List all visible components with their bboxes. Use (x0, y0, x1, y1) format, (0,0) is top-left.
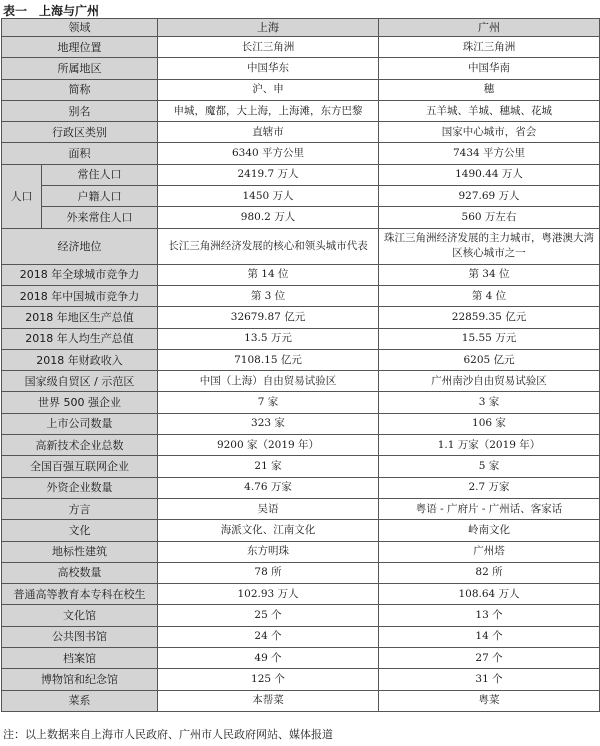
shanghai-value: 海派文化、江南文化 (158, 520, 379, 541)
shanghai-value: 沪、申 (158, 79, 379, 100)
guangzhou-value: 国家中心城市，省会 (379, 122, 600, 143)
guangzhou-value: 14 个 (379, 626, 600, 647)
row-label: 博物馆和纪念馆 (2, 669, 158, 690)
shanghai-value: 第 14 位 (158, 264, 379, 285)
guangzhou-value: 粤语 - 广府片 - 广州话、客家话 (379, 498, 600, 519)
shanghai-value: 7108.15 亿元 (158, 349, 379, 370)
guangzhou-value: 2.7 万家 (379, 477, 600, 498)
guangzhou-value: 560 万左右 (379, 207, 600, 228)
shanghai-value: 4.76 万家 (158, 477, 379, 498)
row-label: 2018 年财政收入 (2, 349, 158, 370)
shanghai-value: 9200 家（2019 年） (158, 435, 379, 456)
guangzhou-value: 7434 平方公里 (379, 143, 600, 164)
row-label: 公共图书馆 (2, 626, 158, 647)
comparison-table (1, 18, 600, 712)
table-body (2, 19, 600, 712)
shanghai-value: 东方明珠 (158, 541, 379, 562)
table-row (2, 264, 600, 285)
row-label: 国家级自贸区 / 示范区 (2, 371, 158, 392)
table-row (2, 435, 600, 456)
row-label: 高新技术企业总数 (2, 435, 158, 456)
table-caption: 表一 上海与广州 (3, 4, 100, 18)
table-row (2, 58, 600, 79)
row-label: 档案馆 (2, 648, 158, 669)
population-sub-label: 常住人口 (42, 164, 158, 185)
shanghai-value: 长江三角洲经济发展的核心和领头城市代表 (158, 228, 379, 264)
table-row (2, 413, 600, 434)
row-label: 地标性建筑 (2, 541, 158, 562)
row-label: 世界 500 强企业 (2, 392, 158, 413)
population-row (2, 207, 600, 228)
shanghai-value: 本帮菜 (158, 690, 379, 711)
shanghai-value: 中国（上海）自由贸易试验区 (158, 371, 379, 392)
guangzhou-value: 15.55 万元 (379, 328, 600, 349)
table-row (2, 520, 600, 541)
guangzhou-value: 106 家 (379, 413, 600, 434)
table-row (2, 605, 600, 626)
row-label: 简称 (2, 79, 158, 100)
guangzhou-value: 927.69 万人 (379, 186, 600, 207)
row-label: 文化馆 (2, 605, 158, 626)
shanghai-value: 中国华东 (158, 58, 379, 79)
footnote: 注：以上数据来自上海市人民政府、广州市人民政府网站、媒体报道 (3, 728, 333, 741)
table-row (2, 541, 600, 562)
table-row (2, 456, 600, 477)
population-sub-label: 外来常住人口 (42, 207, 158, 228)
guangzhou-value: 岭南文化 (379, 520, 600, 541)
population-sub-label: 户籍人口 (42, 186, 158, 207)
shanghai-value: 980.2 万人 (158, 207, 379, 228)
guangzhou-value: 1.1 万家（2019 年） (379, 435, 600, 456)
shanghai-value: 6340 平方公里 (158, 143, 379, 164)
table-row (2, 562, 600, 583)
guangzhou-value: 27 个 (379, 648, 600, 669)
row-label: 高校数量 (2, 562, 158, 583)
guangzhou-value: 22859.35 亿元 (379, 307, 600, 328)
table-row (2, 349, 600, 370)
table-row (2, 371, 600, 392)
header-shanghai: 上海 (158, 19, 379, 37)
row-label: 别名 (2, 100, 158, 121)
shanghai-value: 24 个 (158, 626, 379, 647)
row-label: 全国百强互联网企业 (2, 456, 158, 477)
guangzhou-value: 广州塔 (379, 541, 600, 562)
row-label: 2018 年地区生产总值 (2, 307, 158, 328)
shanghai-value: 21 家 (158, 456, 379, 477)
table-row (2, 307, 600, 328)
row-label: 文化 (2, 520, 158, 541)
header-guangzhou: 广州 (379, 19, 600, 37)
table-row (2, 669, 600, 690)
guangzhou-value: 3 家 (379, 392, 600, 413)
guangzhou-value: 31 个 (379, 669, 600, 690)
guangzhou-value: 6205 亿元 (379, 349, 600, 370)
table-row (2, 122, 600, 143)
guangzhou-value: 珠江三角洲 (379, 37, 600, 58)
row-label: 行政区类别 (2, 122, 158, 143)
row-label: 面积 (2, 143, 158, 164)
guangzhou-value: 中国华南 (379, 58, 600, 79)
table-row (2, 100, 600, 121)
table-row (2, 392, 600, 413)
shanghai-value: 323 家 (158, 413, 379, 434)
table-row (2, 328, 600, 349)
guangzhou-value: 第 34 位 (379, 264, 600, 285)
population-group-label: 人口 (2, 164, 42, 228)
shanghai-value: 25 个 (158, 605, 379, 626)
guangzhou-value: 82 所 (379, 562, 600, 583)
shanghai-value: 7 家 (158, 392, 379, 413)
row-label: 地理位置 (2, 37, 158, 58)
row-label: 外资企业数量 (2, 477, 158, 498)
population-row (2, 186, 600, 207)
table-row (2, 648, 600, 669)
guangzhou-value: 13 个 (379, 605, 600, 626)
shanghai-value: 1450 万人 (158, 186, 379, 207)
economic-status-row (2, 228, 600, 264)
table-row (2, 477, 600, 498)
table-row (2, 584, 600, 605)
guangzhou-value: 穗 (379, 79, 600, 100)
shanghai-value: 102.93 万人 (158, 584, 379, 605)
population-row (2, 164, 600, 185)
row-label: 方言 (2, 498, 158, 519)
guangzhou-value: 1490.44 万人 (379, 164, 600, 185)
shanghai-value: 直辖市 (158, 122, 379, 143)
shanghai-value: 78 所 (158, 562, 379, 583)
table-row (2, 626, 600, 647)
header-label: 领域 (2, 19, 158, 37)
header-row (2, 19, 600, 37)
shanghai-value: 49 个 (158, 648, 379, 669)
row-label: 经济地位 (2, 228, 158, 264)
guangzhou-value: 广州南沙自由贸易试验区 (379, 371, 600, 392)
shanghai-value: 13.5 万元 (158, 328, 379, 349)
table-row (2, 690, 600, 711)
row-label: 2018 年中国城市竞争力 (2, 285, 158, 306)
shanghai-value: 2419.7 万人 (158, 164, 379, 185)
row-label: 2018 年全球城市竞争力 (2, 264, 158, 285)
row-label: 菜系 (2, 690, 158, 711)
row-label: 所属地区 (2, 58, 158, 79)
guangzhou-value: 5 家 (379, 456, 600, 477)
guangzhou-value: 珠江三角洲经济发展的主力城市，粤港澳大湾区核心城市之一 (379, 228, 600, 264)
table-row (2, 143, 600, 164)
shanghai-value: 长江三角洲 (158, 37, 379, 58)
table-row (2, 498, 600, 519)
table-row (2, 285, 600, 306)
table-row (2, 37, 600, 58)
guangzhou-value: 五羊城、羊城、穗城、花城 (379, 100, 600, 121)
shanghai-value: 125 个 (158, 669, 379, 690)
row-label: 普通高等教育本专科在校生 (2, 584, 158, 605)
guangzhou-value: 108.64 万人 (379, 584, 600, 605)
row-label: 2018 年人均生产总值 (2, 328, 158, 349)
guangzhou-value: 粤菜 (379, 690, 600, 711)
shanghai-value: 32679.87 亿元 (158, 307, 379, 328)
guangzhou-value: 第 4 位 (379, 285, 600, 306)
table-row (2, 79, 600, 100)
shanghai-value: 第 3 位 (158, 285, 379, 306)
shanghai-value: 吴语 (158, 498, 379, 519)
row-label: 上市公司数量 (2, 413, 158, 434)
shanghai-value: 申城，魔都，大上海，上海滩，东方巴黎 (158, 100, 379, 121)
